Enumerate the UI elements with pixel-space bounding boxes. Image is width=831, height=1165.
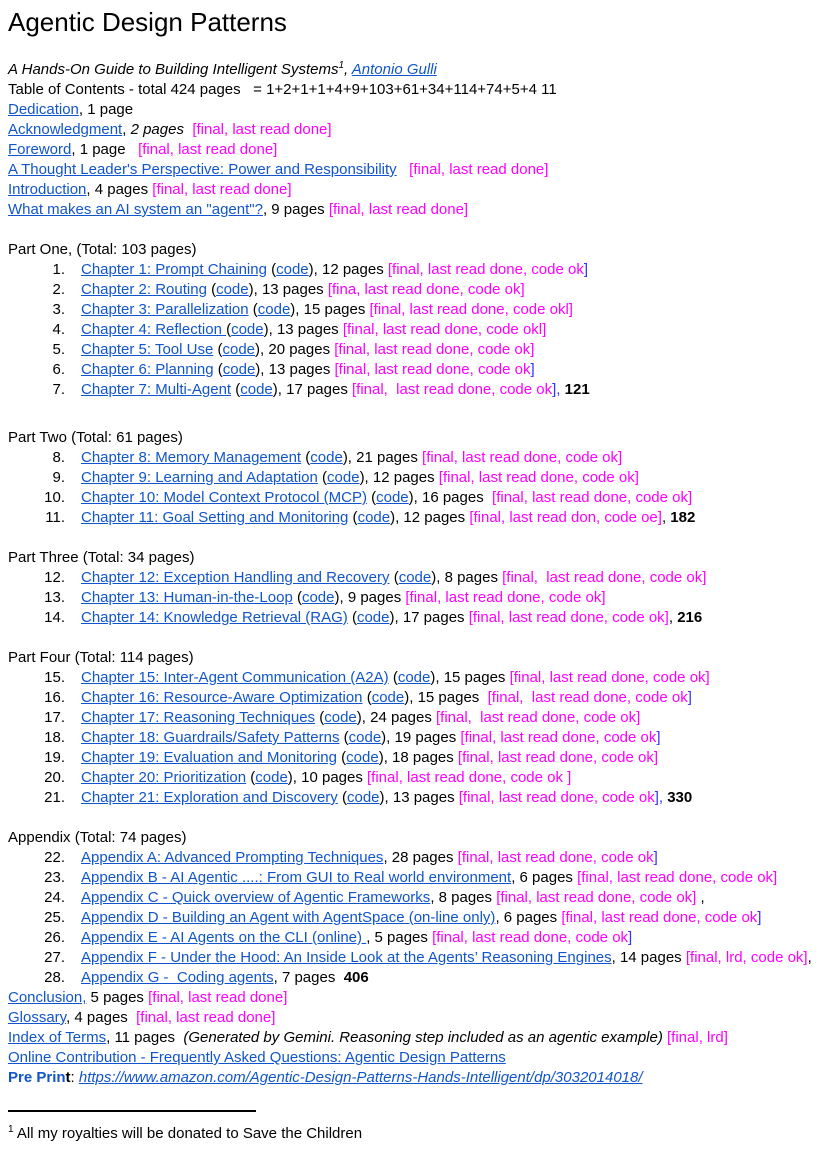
- status-text: [final, last read done]: [138, 141, 278, 158]
- toc-link[interactable]: Chapter 21: Exploration and Discovery: [81, 789, 338, 806]
- toc-item-row: [8, 708, 827, 728]
- front-matter-line: [8, 140, 827, 160]
- status-text: [final, last read done, code ok]: [457, 749, 659, 766]
- text: (: [206, 281, 217, 298]
- toc-item-text: [81, 928, 632, 948]
- preprint-label: Pre Prin: [8, 1069, 66, 1086]
- text: ), 20 pages: [255, 341, 335, 358]
- toc-link[interactable]: Chapter 17: Reasoning Techniques: [81, 709, 316, 726]
- text: ), 10 pages: [287, 769, 368, 786]
- subtitle: [8, 60, 827, 80]
- cumulative-page-number: 330: [667, 789, 693, 806]
- toc-item-text: [81, 320, 546, 340]
- list-item-number: 11.: [45, 509, 65, 526]
- text: , 7 pages: [273, 969, 344, 986]
- status-text: [final, last read done, code ok: [458, 789, 655, 806]
- code-link[interactable]: code: [324, 709, 357, 726]
- text: ), 13 pages: [255, 361, 335, 378]
- toc-link[interactable]: A Thought Leader's Perspective: Power and Responsibility: [8, 161, 397, 178]
- closing-line: [8, 1008, 827, 1028]
- text: (: [292, 589, 302, 606]
- list-item-number: 15.: [44, 669, 65, 686]
- toc-item-text: [81, 508, 695, 528]
- toc-link[interactable]: Acknowledgment: [8, 121, 123, 138]
- toc-item-row: [8, 848, 827, 868]
- code-link[interactable]: code: [310, 449, 343, 466]
- toc-link[interactable]: Chapter 6: Planning: [81, 361, 214, 378]
- toc-item-text: [81, 468, 639, 488]
- toc-item-row: [8, 748, 827, 768]
- text: (: [339, 729, 349, 746]
- list-item-number: 4.: [52, 321, 65, 338]
- text: ), 16 pages: [408, 489, 493, 506]
- text: ), 15 pages: [290, 301, 370, 318]
- status-text: [final, last read done]: [409, 161, 549, 178]
- section-header: Part Three (Total: 34 pages): [8, 549, 195, 566]
- text-italic: (Generated by Gemini. Reasoning step included as an agentic example): [183, 1029, 663, 1046]
- text: , 6 pages: [495, 909, 562, 926]
- status-text: [final, last read done, code okl]: [342, 321, 547, 338]
- toc-link-italic[interactable]: https://www.amazon.com/Agentic-Design-Patterns-Hands-Intelligent/dp/3032014018/: [78, 1069, 643, 1086]
- text: , 8 pages: [430, 889, 497, 906]
- toc-link[interactable]: Chapter 19: Evaluation and Monitoring: [81, 749, 337, 766]
- text: ), 24 pages: [356, 709, 436, 726]
- status-text: [final, last read done, code ok: [352, 381, 553, 398]
- toc-link[interactable]: Chapter 11: Goal Setting and Monitoring: [81, 509, 349, 526]
- code-link[interactable]: code: [231, 321, 264, 338]
- toc-item-row: [8, 360, 827, 380]
- list-item-number: 23.: [44, 869, 65, 886]
- list-item-number: 14.: [44, 609, 65, 626]
- toc-link[interactable]: Chapter 3: Parallelization: [81, 301, 249, 318]
- text: (: [226, 321, 232, 338]
- front-matter-line: [8, 100, 827, 120]
- status-text: [final, last read done, code ok]: [438, 469, 639, 486]
- toc-item-row: [8, 688, 827, 708]
- status-text: [final, last read done]: [152, 181, 292, 198]
- list-item-number: 16.: [44, 689, 65, 706]
- toc-item-text: [81, 768, 571, 788]
- toc-section: [8, 240, 827, 400]
- list-item-number: 25.: [44, 909, 65, 926]
- toc-link-italic[interactable]: Antonio Gulli: [351, 61, 437, 78]
- toc-link[interactable]: Index of Terms: [8, 1029, 107, 1046]
- toc-link[interactable]: Chapter 7: Multi-Agent: [81, 381, 232, 398]
- toc-link[interactable]: What makes an AI system an "agent"?: [8, 201, 263, 218]
- text-italic: ,: [344, 61, 352, 78]
- toc-link[interactable]: Chapter 18: Guardrails/Safety Patterns: [81, 729, 340, 746]
- toc-item-text: [81, 948, 812, 968]
- text: [397, 161, 410, 178]
- toc-section: [8, 648, 827, 808]
- cumulative-page-number: 406: [343, 969, 369, 986]
- toc-link[interactable]: Appendix B - AI Agentic ....: From GUI to Real world environment: [81, 869, 512, 886]
- status-text: [final, last read done, code ok: [561, 909, 758, 926]
- status-text: [final, last read done]: [192, 121, 332, 138]
- toc-item-row: [8, 300, 827, 320]
- toc-item-row: [8, 568, 827, 588]
- code-link[interactable]: code: [216, 281, 249, 298]
- toc-item-text: [81, 668, 710, 688]
- list-item-number: 22.: [44, 849, 65, 866]
- list-item-number: 13.: [44, 589, 65, 606]
- document-title: Agentic Design Patterns: [8, 7, 287, 37]
- text: (: [301, 449, 311, 466]
- text: , 1 page: [71, 141, 139, 158]
- footnote-divider: [8, 1110, 256, 1112]
- code-link[interactable]: code: [257, 301, 291, 318]
- text: , 11 pages: [106, 1029, 184, 1046]
- text: ), 15 pages: [430, 669, 510, 686]
- front-matter-line: [8, 160, 827, 180]
- code-link[interactable]: code: [346, 789, 380, 806]
- status-text: [final, last read done, code ok: [460, 729, 657, 746]
- text: 5 pages: [86, 989, 149, 1006]
- code-link[interactable]: code: [356, 609, 390, 626]
- front-matter-list: [8, 100, 827, 220]
- code-link[interactable]: code: [371, 689, 405, 706]
- closing-line: [8, 1068, 827, 1088]
- code-link[interactable]: code: [222, 341, 256, 358]
- list-item-number: 17.: [44, 709, 65, 726]
- status-text: [final, last read done, code ok]: [334, 341, 535, 358]
- toc-item-row: [8, 868, 827, 888]
- code-link[interactable]: code: [240, 381, 273, 398]
- text: ), 21 pages: [342, 449, 423, 466]
- toc-link[interactable]: Chapter 10: Model Context Protocol (MCP): [81, 489, 367, 506]
- toc-link[interactable]: Chapter 15: Inter-Agent Communication (A2A): [81, 669, 389, 686]
- toc-item-row: [8, 260, 827, 280]
- text: (: [246, 769, 256, 786]
- text: (: [347, 609, 357, 626]
- status-bracket: ]: [628, 929, 633, 946]
- toc-item-row: [8, 788, 827, 808]
- closing-line: [8, 1028, 827, 1048]
- toc-item-row: [8, 448, 827, 468]
- toc-item-row: [8, 280, 827, 300]
- toc-item-row: [8, 488, 827, 508]
- text: (: [366, 489, 377, 506]
- toc-section: [8, 428, 827, 528]
- text: ,: [122, 121, 131, 138]
- toc-item-row: [8, 728, 827, 748]
- code-link[interactable]: code: [357, 509, 391, 526]
- toc-item-row: [8, 768, 827, 788]
- toc-link[interactable]: Chapter 9: Learning and Adaptation: [81, 469, 318, 486]
- code-link[interactable]: code: [376, 489, 409, 506]
- list-item-number: 8.: [52, 449, 65, 466]
- text: ,: [696, 889, 705, 906]
- front-matter-line: [8, 120, 827, 140]
- status-bracket: ],: [552, 381, 561, 398]
- text: ), 8 pages: [431, 569, 503, 586]
- status-text: [final, last read done]: [136, 1009, 276, 1026]
- toc-item-row: [8, 608, 827, 628]
- section-header: Part Two (Total: 61 pages): [8, 429, 183, 446]
- text: , 9 pages: [262, 201, 329, 218]
- list-item-number: 10.: [44, 489, 65, 506]
- toc-item-row: [8, 468, 827, 488]
- text: (: [317, 469, 328, 486]
- cumulative-page-number: 182: [670, 509, 696, 526]
- text: (: [315, 709, 325, 726]
- text: All my royalties will be donated to Save the Children: [13, 1125, 363, 1142]
- toc-item-text: [81, 448, 622, 468]
- footnote: [8, 1124, 827, 1144]
- section-header: Part Four (Total: 114 pages): [8, 649, 194, 666]
- list-item-number: 21.: [44, 789, 65, 806]
- toc-link[interactable]: Appendix E - AI Agents on the CLI (online): [81, 929, 367, 946]
- toc-item-row: [8, 928, 827, 948]
- toc-item-row: [8, 508, 827, 528]
- status-text: [final, last read done, code ok]: [422, 449, 623, 466]
- status-text: [final, last read done, code ok]: [468, 609, 669, 626]
- toc-item-text: [81, 488, 692, 508]
- list-item-number: 19.: [44, 749, 65, 766]
- status-text: [final, last read done, code ok]: [509, 669, 710, 686]
- toc-link[interactable]: Chapter 20: Prioritization: [81, 769, 247, 786]
- status-text: [final, last read done, code ok: [334, 361, 531, 378]
- toc-item-text: [81, 280, 525, 300]
- text: :: [70, 1069, 79, 1086]
- text: ), 17 pages: [272, 381, 352, 398]
- toc-link[interactable]: Chapter 1: Prompt Chaining: [81, 261, 267, 278]
- text: (: [388, 669, 398, 686]
- toc-link[interactable]: Glossary: [8, 1009, 67, 1026]
- status-text: [final, last read done, code ok]: [435, 709, 641, 726]
- toc-link[interactable]: Chapter 12: Exception Handling and Recovery: [81, 569, 390, 586]
- toc-item-text: [81, 340, 534, 360]
- superscript-marker: 1: [8, 1124, 14, 1135]
- code-link[interactable]: code: [346, 749, 379, 766]
- code-link[interactable]: code: [255, 769, 288, 786]
- cumulative-page-number: 121: [564, 381, 590, 398]
- toc-item-row: [8, 668, 827, 688]
- status-text: [final, last read done, code ok ]: [367, 769, 572, 786]
- list-item-number: 20.: [44, 769, 65, 786]
- status-text: [final, lrd]: [667, 1029, 728, 1046]
- cumulative-page-number: 216: [677, 609, 703, 626]
- text: , 14 pages: [611, 949, 686, 966]
- status-text: [final, last read done, code ok]: [492, 489, 693, 506]
- text: , 4 pages: [66, 1009, 137, 1026]
- list-item-number: 9.: [52, 469, 65, 486]
- toc-item-row: [8, 968, 827, 988]
- toc-summary: [8, 80, 827, 100]
- list-item-number: 12.: [44, 569, 65, 586]
- toc-item-text: [81, 260, 588, 280]
- code-link[interactable]: code: [397, 669, 431, 686]
- status-text: [final, last read done]: [148, 989, 288, 1006]
- list-item-number: 27.: [44, 949, 65, 966]
- status-text: [final, last read done, code okl]: [369, 301, 573, 318]
- status-text: [final, last read done, code ok]: [577, 869, 778, 886]
- text: ), 12 pages: [308, 261, 388, 278]
- text: (: [337, 789, 347, 806]
- text: (: [266, 261, 277, 278]
- toc-section: [8, 828, 827, 988]
- list-item-number: 1.: [52, 261, 65, 278]
- toc-item-text: [81, 888, 705, 908]
- toc-link[interactable]: Appendix A: Advanced Prompting Techniques: [81, 849, 384, 866]
- toc-link[interactable]: Chapter 14: Knowledge Retrieval (RAG): [81, 609, 348, 626]
- toc-item-text: [81, 908, 761, 928]
- closing-line: [8, 1048, 827, 1068]
- toc-item-text: [81, 848, 658, 868]
- text: ), 13 pages: [248, 281, 328, 298]
- text: (: [213, 341, 223, 358]
- superscript-marker: 1: [338, 60, 345, 71]
- text: (: [348, 509, 358, 526]
- status-text: [final, last read done, code ok: [432, 929, 629, 946]
- text: ), 18 pages: [378, 749, 458, 766]
- front-matter-line: [8, 200, 827, 220]
- status-bracket: ]: [687, 689, 692, 706]
- toc-link[interactable]: Chapter 16: Resource-Aware Optimization: [81, 689, 363, 706]
- toc-item-text: [81, 588, 606, 608]
- list-item-number: 28.: [44, 969, 65, 986]
- text: (: [248, 301, 258, 318]
- text: (: [362, 689, 372, 706]
- text: ), 12 pages: [390, 509, 470, 526]
- text: (: [231, 381, 241, 398]
- status-text: [final, last read done, code ok]: [405, 589, 606, 606]
- text: ,: [668, 609, 678, 626]
- toc-link[interactable]: Chapter 13: Human-in-the-Loop: [81, 589, 293, 606]
- closing-list: [8, 988, 827, 1088]
- toc-link[interactable]: Chapter 4: Reflection: [81, 321, 227, 338]
- status-bracket: ]: [757, 909, 762, 926]
- toc-link[interactable]: Online Contribution - Frequently Asked Questions: Agentic Design Patterns: [8, 1049, 506, 1066]
- status-text: [final, last read done, code ok: [487, 689, 688, 706]
- text: , 6 pages: [511, 869, 578, 886]
- front-matter-line: [8, 180, 827, 200]
- list-item-number: 7.: [52, 381, 65, 398]
- toc-item-text: [81, 708, 640, 728]
- status-text: [final, last read done, code ok]: [496, 889, 697, 906]
- closing-line: [8, 988, 827, 1008]
- text-italic: 2 pages: [130, 121, 184, 138]
- code-link[interactable]: code: [222, 361, 256, 378]
- toc-link[interactable]: Chapter 2: Routing: [81, 281, 207, 298]
- toc-item-text: [81, 360, 535, 380]
- toc-item-text: [81, 688, 692, 708]
- toc-link[interactable]: Chapter 8: Memory Management: [81, 449, 302, 466]
- text: Table of Contents - total 424 pages = 1+2+1+1+4+9+103+61+34+114+74+5+4 11: [8, 81, 557, 98]
- toc-item-text: [81, 968, 369, 988]
- section-header: Part One, (Total: 103 pages): [8, 241, 197, 258]
- toc-item-text: [81, 728, 661, 748]
- status-text: [final, last read done, code ok: [457, 849, 654, 866]
- text: ,: [807, 949, 812, 966]
- toc-item-text: [81, 380, 590, 400]
- status-text: [final, last read don, code oe]: [469, 509, 662, 526]
- status-bracket: ],: [654, 789, 664, 806]
- text: (: [337, 749, 347, 766]
- code-link[interactable]: code: [327, 469, 360, 486]
- status-bracket: ]: [530, 361, 535, 378]
- status-text: [final, last read done, code ok: [387, 261, 584, 278]
- toc-item-row: [8, 380, 827, 400]
- toc-item-row: [8, 948, 827, 968]
- text: (: [389, 569, 399, 586]
- status-text: [final, last read done, code ok]: [502, 569, 707, 586]
- toc-item-text: [81, 868, 777, 888]
- toc-item-row: [8, 340, 827, 360]
- list-item-number: 18.: [44, 729, 65, 746]
- list-item-number: 2.: [52, 281, 65, 298]
- list-item-number: 26.: [44, 929, 65, 946]
- status-bracket: ]: [653, 849, 658, 866]
- status-bracket: ]: [656, 729, 661, 746]
- section-header: Appendix (Total: 74 pages): [8, 829, 187, 846]
- text: ), 13 pages: [379, 789, 459, 806]
- toc-link[interactable]: Introduction: [8, 181, 87, 198]
- toc-item-text: [81, 608, 702, 628]
- text: ,: [661, 509, 671, 526]
- text: , 28 pages: [383, 849, 458, 866]
- toc-link[interactable]: Appendix F - Under the Hood: An Inside Look at the Agents’ Reasoning Engines: [81, 949, 612, 966]
- toc-item-row: [8, 320, 827, 340]
- toc-item-row: [8, 588, 827, 608]
- list-item-number: 3.: [52, 301, 65, 318]
- list-item-number: 6.: [52, 361, 65, 378]
- text: , 4 pages: [86, 181, 153, 198]
- text: ), 9 pages: [334, 589, 406, 606]
- toc-link[interactable]: Appendix G - Coding agents: [81, 969, 274, 986]
- toc-section: [8, 548, 827, 628]
- toc-link[interactable]: Appendix C - Quick overview of Agentic Frameworks: [81, 889, 431, 906]
- toc-link[interactable]: Chapter 5: Tool Use: [81, 341, 214, 358]
- toc-item-text: [81, 300, 573, 320]
- list-item-number: 5.: [52, 341, 65, 358]
- text: , 1 page: [78, 101, 134, 118]
- code-link[interactable]: code: [348, 729, 382, 746]
- text: ), 15 pages: [404, 689, 488, 706]
- toc-link[interactable]: Dedication: [8, 101, 79, 118]
- toc-item-text: [81, 748, 658, 768]
- status-text: [fina, last read done, code ok]: [327, 281, 525, 298]
- toc-item-text: [81, 788, 692, 808]
- text-italic: A Hands-On Guide to Building Intelligent Systems: [8, 61, 339, 78]
- code-link[interactable]: code: [301, 589, 335, 606]
- text: ), 12 pages: [359, 469, 439, 486]
- text: (: [213, 361, 223, 378]
- toc-link[interactable]: Appendix D - Building an Agent with AgentSpace (on-line only): [81, 909, 496, 926]
- toc-sections: [8, 240, 827, 988]
- code-link[interactable]: code: [276, 261, 309, 278]
- status-text: [final, lrd, code ok]: [685, 949, 808, 966]
- text: , 5 pages: [366, 929, 433, 946]
- toc-item-text: [81, 568, 706, 588]
- text: ), 19 pages: [381, 729, 461, 746]
- status-bracket: ]: [583, 261, 588, 278]
- text: ), 17 pages: [389, 609, 469, 626]
- toc-link[interactable]: Conclusion,: [8, 989, 87, 1006]
- toc-item-row: [8, 888, 827, 908]
- text: ), 13 pages: [263, 321, 343, 338]
- toc-item-row: [8, 908, 827, 928]
- code-link[interactable]: code: [398, 569, 432, 586]
- toc-link[interactable]: Foreword: [8, 141, 72, 158]
- cumulative-page-number: t: [65, 1069, 71, 1086]
- status-text: [final, last read done]: [328, 201, 469, 218]
- list-item-number: 24.: [44, 889, 65, 906]
